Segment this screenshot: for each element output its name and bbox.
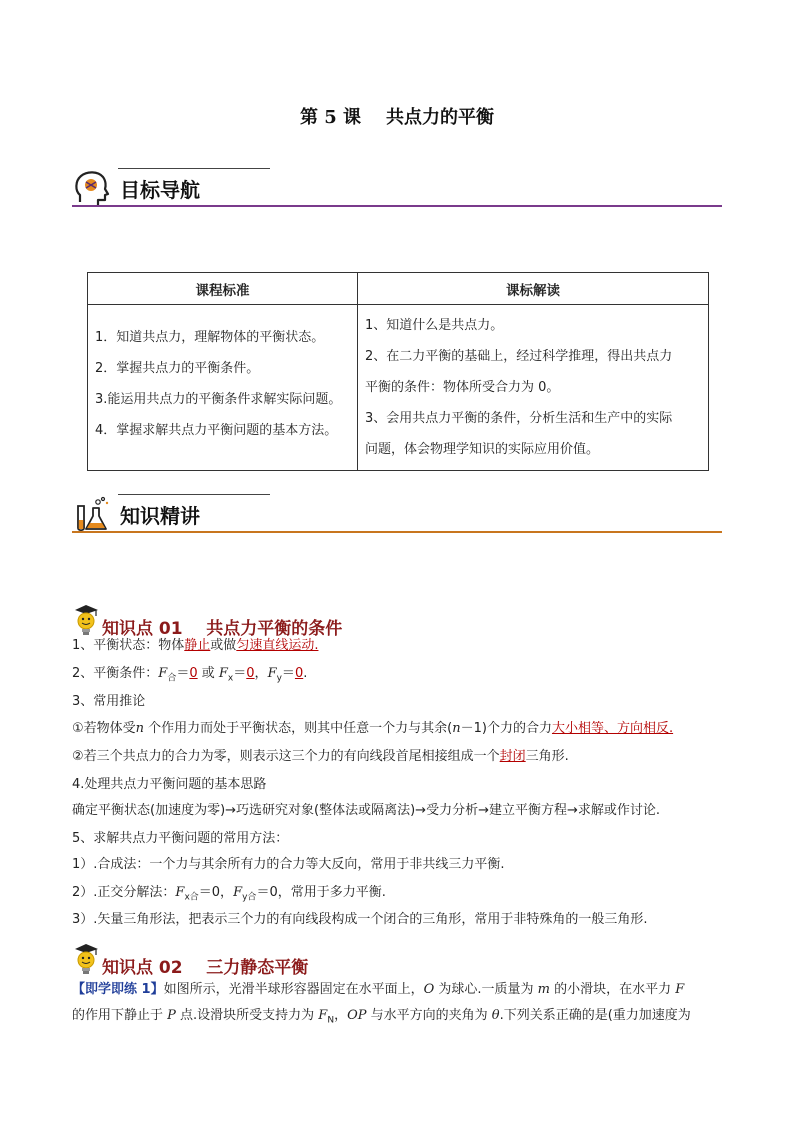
kp1-line-10: 2）.正交分解法：$F_{x合}=0$，$F_{y合}=0$，常用于多力平衡. [72, 885, 386, 903]
answer-blank: 0 [189, 666, 198, 681]
interpretation-cell [358, 305, 709, 471]
answer-blank: 匀速直线运动. [236, 638, 319, 653]
bulb-graduate-icon [72, 604, 102, 638]
kp1-line-2: 2、平衡条件：$F_合=0$ 或 $F_x=0$，$F_y=0$. [72, 666, 308, 684]
col-header-interpretation: 课标解读 [358, 273, 709, 305]
section-divider [72, 531, 722, 533]
section-label: 知识精讲 [120, 504, 200, 528]
section-header-goals [72, 168, 722, 208]
kp1-line-9: 1）.合成法：一个力与其余所有力的合力等大反向，常用于非共线三力平衡. [72, 857, 505, 872]
kp2-exercise-line-2: 的作用下静止于 P 点.设滑块所受支持力为 $F_N$，OP 与水平方向的夹角为 θ.下列关系正确的是(重力加速度为 [72, 1008, 691, 1026]
answer-blank: 0 [246, 666, 255, 681]
answer-blank: 封闭 [499, 749, 526, 764]
kp1-line-7: 确定平衡状态(加速度为零)→巧选研究对象(整体法或隔离法)→受力分析→建立平衡方程→求解或作讨论. [72, 803, 660, 818]
exercise-tag: 【即学即练 1】 [72, 982, 164, 997]
lab-flask-icon [72, 494, 112, 534]
standard-item: 2．掌握共点力的平衡条件。 [95, 361, 260, 376]
kp1-line-1: 1、平衡状态：物体静止或做匀速直线运动. [72, 638, 319, 653]
interpretation-line: 问题，体会物理学知识的实际应用价值。 [365, 442, 600, 457]
standard-item: 3.能运用共点力的平衡条件求解实际问题。 [95, 392, 342, 407]
interpretation-line: 1、知道什么是共点力。 [365, 318, 504, 333]
section-divider [72, 205, 722, 207]
kp1-line-5: ②若三个共点力的合力为零，则表示这三个力的有向线段首尾相接组成一个封闭三角形. [72, 749, 569, 764]
answer-blank: 0 [294, 666, 304, 681]
section-label: 目标导航 [120, 178, 200, 202]
standard-item: 4．掌握求解共点力平衡问题的基本方法。 [95, 423, 338, 438]
curriculum-table [87, 272, 709, 471]
interpretation-line: 2、在二力平衡的基础上，经过科学推理，得出共点力 [365, 349, 673, 364]
section-header-knowledge [72, 494, 722, 534]
section-top-rule [118, 494, 270, 495]
interpretation-line: 平衡的条件：物体所受合力为 0。 [365, 380, 560, 395]
kp1-line-4: ①若物体受n 个作用力而处于平衡状态，则其中任意一个力与其余(n－1)个力的合力大小相等、方向相反. [72, 721, 674, 736]
kp1-line-6: 4.处理共点力平衡问题的基本思路 [72, 777, 267, 792]
standard-item: 1．知道共点力，理解物体的平衡状态。 [95, 330, 325, 345]
bulb-graduate-icon [72, 943, 102, 977]
interpretation-line: 3、会用共点力平衡的条件，分析生活和生产中的实际 [365, 411, 673, 426]
answer-blank: 大小相等、方向相反. [551, 721, 674, 736]
standards-cell [88, 305, 358, 471]
page-title: 第 5 课 共点力的平衡 [299, 107, 495, 128]
head-brain-icon [72, 168, 112, 208]
kp1-line-3: 3、常用推论 [72, 694, 146, 709]
kp1-line-11: 3）.矢量三角形法，把表示三个力的有向线段构成一个闭合的三角形，常用于非特殊角的一般三角形. [72, 912, 648, 927]
kp2-exercise-line-1: 【即学即练 1】如图所示，光滑半球形容器固定在水平面上，O 为球心.一质量为 m 的小滑块，在水平力 F [72, 982, 685, 997]
knowledge-point-title: 知识点 01 共点力平衡的条件 [102, 619, 343, 639]
answer-blank: 静止 [184, 638, 211, 653]
knowledge-point-title: 知识点 02 三力静态平衡 [102, 958, 309, 978]
col-header-standards: 课程标准 [88, 273, 358, 305]
kp1-line-8: 5、求解共点力平衡问题的常用方法： [72, 831, 289, 846]
section-top-rule [118, 168, 270, 169]
